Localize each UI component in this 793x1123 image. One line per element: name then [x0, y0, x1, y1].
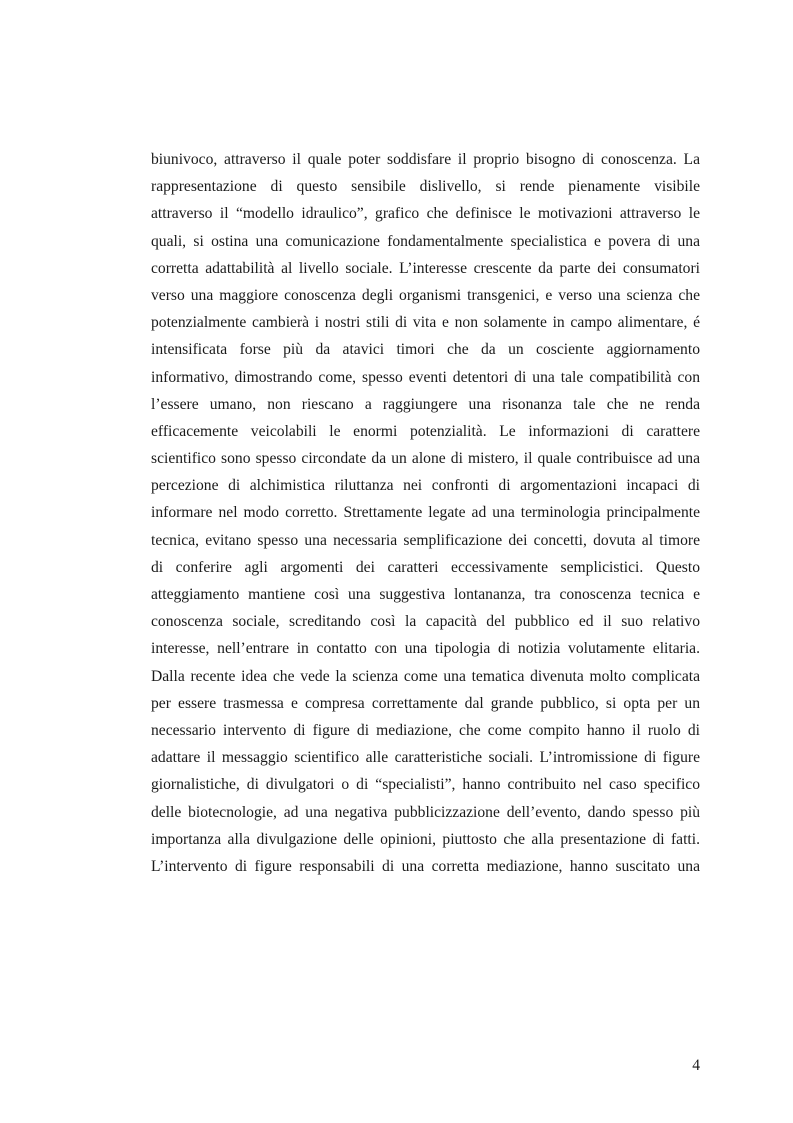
text-line: importanza alla divulgazione delle opinioni, piuttosto che alla presentazione di fatti.: [151, 830, 700, 848]
text-line: interesse, nell’entrare in contatto con una tipologia di notizia volutamente elitaria.: [151, 640, 700, 658]
body-paragraph: [151, 146, 700, 880]
text-line: verso una maggiore conoscenza degli organismi transgenici, e verso una scienza che: [151, 286, 700, 304]
text-line: scientifico sono spesso circondate da un alone di mistero, il quale contribuisce ad una: [151, 450, 700, 468]
text-line: intensificata forse più da atavici timori che da un cosciente aggiornamento: [151, 341, 700, 359]
text-line: L’intervento di figure responsabili di una corretta mediazione, hanno suscitato una: [151, 857, 700, 875]
text-line: percezione di alchimistica riluttanza nei confronti di argomentazioni incapaci di: [151, 477, 700, 495]
text-line: rappresentazione di questo sensibile dislivello, si rende pienamente visibile: [151, 178, 700, 196]
text-line: informare nel modo corretto. Strettamente legate ad una terminologia principalmente: [151, 504, 700, 522]
text-line: delle biotecnologie, ad una negativa pubblicizzazione dell’evento, dando spesso più: [151, 803, 700, 821]
text-line: tecnica, evitano spesso una necessaria semplificazione dei concetti, dovuta al timore: [151, 531, 700, 549]
text-line: giornalistiche, di divulgatori o di “specialisti”, hanno contribuito nel caso specifico: [151, 776, 700, 794]
page-number: 4: [692, 1057, 700, 1074]
text-line: attraverso il “modello idraulico”, grafico che definisce le motivazioni attraverso le: [151, 205, 700, 223]
text-line: Dalla recente idea che vede la scienza come una tematica divenuta molto complicata: [151, 667, 700, 685]
text-line: adattare il messaggio scientifico alle caratteristiche sociali. L’intromissione di figure: [151, 749, 700, 767]
text-line: atteggiamento mantiene così una suggestiva lontananza, tra conoscenza tecnica e: [151, 586, 700, 603]
text-line: quali, si ostina una comunicazione fondamentalmente specialistica e povera di una: [151, 232, 700, 250]
text-line: di conferire agli argomenti dei caratteri eccessivamente semplicistici. Questo: [151, 558, 700, 576]
text-line: corretta adattabilità al livello sociale. L’interesse crescente da parte dei consumatori: [151, 259, 700, 277]
text-line: efficacemente veicolabili le enormi potenzialità. Le informazioni di carattere: [151, 422, 700, 440]
text-line: conoscenza sociale, screditando così la capacità del pubblico ed il suo relativo: [151, 613, 700, 631]
text-line: necessario intervento di figure di mediazione, che come compito hanno il ruolo di: [151, 721, 700, 739]
text-line: per essere trasmessa e compresa correttamente dal grande pubblico, si opta per un: [151, 694, 700, 712]
text-line: l’essere umano, non riescano a raggiungere una risonanza tale che ne renda: [151, 395, 700, 413]
text-line: informativo, dimostrando come, spesso eventi detentori di una tale compatibilità con: [151, 368, 700, 386]
text-line: biunivoco, attraverso il quale poter soddisfare il proprio bisogno di conoscenza. La: [151, 151, 700, 168]
text-line: potenzialmente cambierà i nostri stili di vita e non solamente in campo alimentare, é: [151, 314, 700, 332]
